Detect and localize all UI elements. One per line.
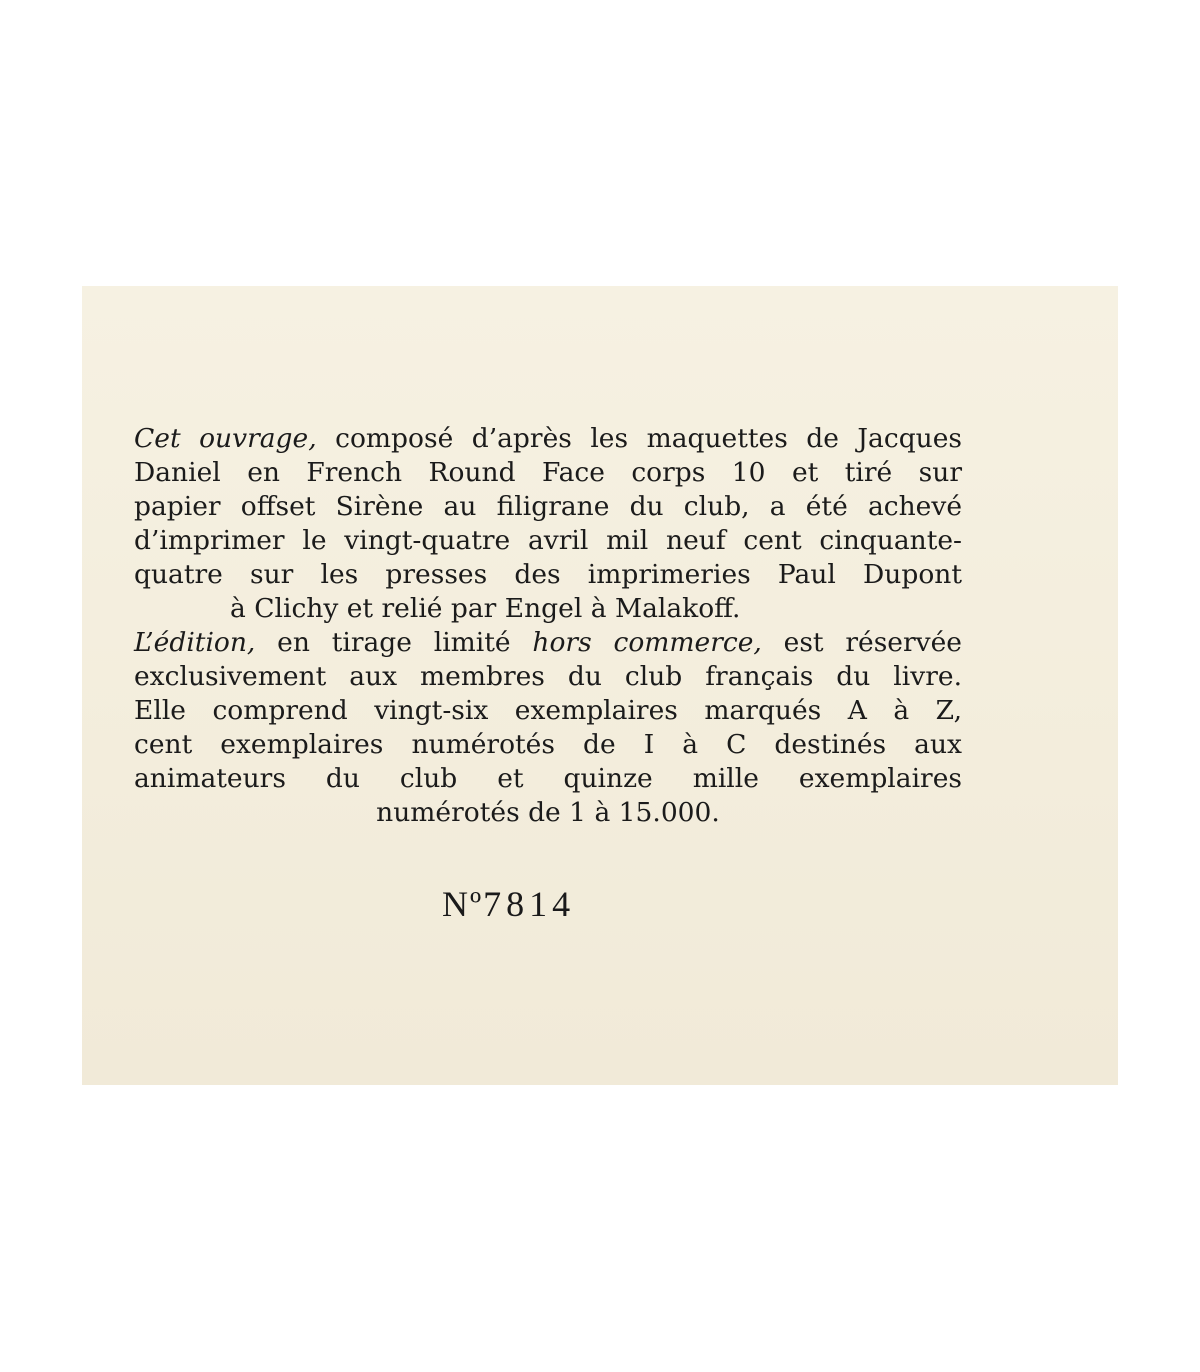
colophon-line-7: L’édition, en tirage limité hors commerce, est réservée — [134, 627, 962, 658]
page-paper — [82, 286, 1118, 1085]
colophon-line-9: Elle comprend vingt-six exemplaires marqués A à Z, — [134, 695, 962, 726]
colophon-line-5: quatre sur les presses des imprimeries Paul Dupont — [134, 559, 962, 590]
colophon-line-8: exclusivement aux membres du club français du livre. — [134, 661, 962, 692]
colophon-line-12: numérotés de 1 à 15.000. — [376, 797, 720, 828]
copy-number-prefix: Nº — [442, 884, 484, 924]
colophon-text — [134, 422, 962, 830]
edition-italic: L’édition, — [134, 627, 256, 658]
colophon-line-4: d’imprimer le vingt-quatre avril mil neuf cent cinquante- — [134, 525, 962, 556]
colophon-line-3: papier offset Sirène au filigrane du club, a été achevé — [134, 491, 962, 522]
colophon-line-11: animateurs du club et quinze mille exemplaires — [134, 763, 962, 794]
colophon-line-10: cent exemplaires numérotés de I à C destinés aux — [134, 729, 962, 760]
hors-commerce-italic: hors commerce, — [532, 627, 762, 658]
colophon-line-6: à Clichy et relié par Engel à Malakoff. — [230, 593, 741, 624]
copy-number-value: 7814 — [483, 884, 576, 924]
colophon-line-2: Daniel en French Round Face corps 10 et tiré sur — [134, 457, 962, 488]
colophon-title-italic: Cet ouvrage, — [134, 423, 317, 454]
copy-number — [442, 884, 575, 924]
colophon-line-1: Cet ouvrage, composé d’après les maquettes de Jacques — [134, 423, 963, 454]
